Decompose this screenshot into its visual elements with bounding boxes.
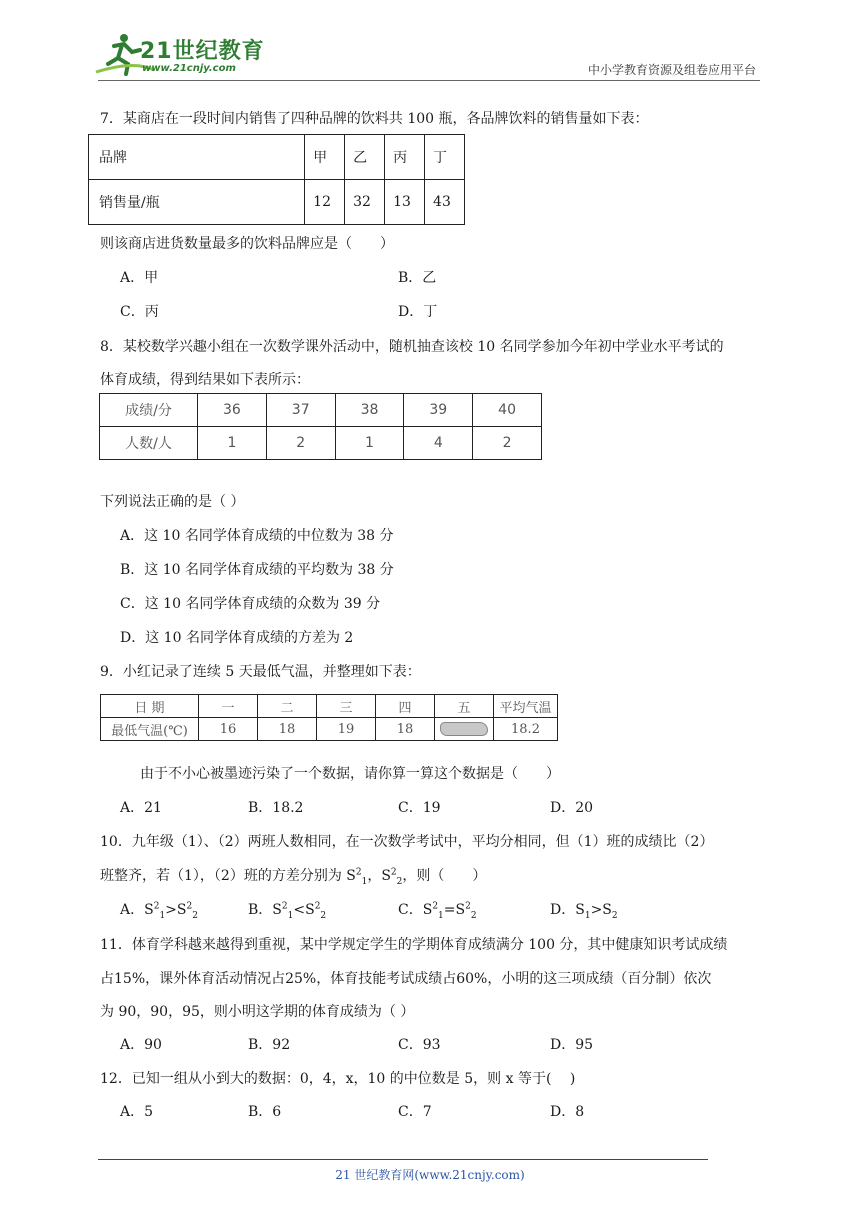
logo-url: www.21cnjy.com bbox=[142, 63, 236, 74]
table-cell: 16 bbox=[199, 718, 258, 741]
table-cell: 二 bbox=[258, 695, 317, 718]
table-cell: 18 bbox=[258, 718, 317, 741]
q10-stem-line2 bbox=[100, 865, 486, 887]
q12-option-a[interactable]: A．5 bbox=[120, 1104, 154, 1120]
table-cell: 人数/人 bbox=[100, 427, 198, 460]
table-row bbox=[89, 180, 465, 225]
table-cell: 五 bbox=[435, 695, 494, 718]
q7-option-d[interactable]: D．丁 bbox=[398, 304, 438, 320]
q8-option-d[interactable]: D．这 10 名同学体育成绩的方差为 2 bbox=[120, 630, 354, 646]
q10-stem-line1: 10．九年级（1）、（2）两班人数相同，在一次数学考试中，平均分相同，但（1）班的成绩比（2） bbox=[100, 834, 714, 850]
table-cell: 最低气温(℃) bbox=[101, 718, 199, 741]
table-cell: 40 bbox=[473, 394, 542, 427]
text-span: ，则（ ） bbox=[402, 868, 487, 884]
table-cell: 18 bbox=[376, 718, 435, 741]
table-cell: 2 bbox=[266, 427, 335, 460]
table-cell: 39 bbox=[404, 394, 473, 427]
subscript: 2 bbox=[470, 910, 477, 921]
subscript: 1 bbox=[361, 876, 368, 887]
q11-option-d[interactable]: D．95 bbox=[550, 1037, 594, 1053]
table-cell: 乙 bbox=[345, 135, 385, 180]
q9-question: 由于不小心被墨迹污染了一个数据，请你算一算这个数据是（ ） bbox=[140, 766, 560, 782]
subscript: 2 bbox=[611, 910, 618, 921]
q9-option-a[interactable]: A．21 bbox=[120, 800, 162, 816]
q7-option-c[interactable]: C．丙 bbox=[120, 304, 159, 320]
table-cell: 销售量/瓶 bbox=[89, 180, 305, 225]
text-span: >S bbox=[165, 902, 187, 918]
q10-option-c[interactable] bbox=[398, 899, 477, 921]
q9-table bbox=[100, 694, 558, 741]
table-cell: 四 bbox=[376, 695, 435, 718]
superscript: 2 bbox=[281, 901, 288, 912]
q8-stem-line1: 8．某校数学兴趣小组在一次数学课外活动中，随机抽查该校 10 名同学参加今年初中学业水平考试的 bbox=[100, 339, 724, 355]
text-span: <S bbox=[293, 902, 315, 918]
table-cell: 三 bbox=[317, 695, 376, 718]
q11-option-a[interactable]: A．90 bbox=[120, 1037, 162, 1053]
table-cell: 37 bbox=[266, 394, 335, 427]
q7-question: 则该商店进货数量最多的饮料品牌应是（ ） bbox=[100, 236, 394, 252]
platform-title: 中小学教育资源及组卷应用平台 bbox=[587, 63, 756, 77]
q11-stem-line3: 为 90，90，95，则小明这学期的体育成绩为（ ） bbox=[100, 1004, 415, 1020]
footer-divider bbox=[98, 1159, 708, 1160]
subscript: 2 bbox=[192, 910, 198, 921]
q9-stem: 9．小红记录了连续 5 天最低气温，并整理如下表： bbox=[100, 664, 421, 680]
table-cell: 丁 bbox=[425, 135, 465, 180]
q10-option-d[interactable] bbox=[550, 899, 618, 921]
table-row bbox=[100, 394, 542, 427]
q11-stem-line1: 11．体育学科越来越得到重视，某中学规定学生的学期体育成绩满分 100 分，其中健康知识考试成绩 bbox=[100, 937, 728, 953]
q8-option-a[interactable]: A．这 10 名同学体育成绩的中位数为 38 分 bbox=[120, 528, 394, 544]
table-cell: 一 bbox=[199, 695, 258, 718]
q12-stem: 12．已知一组从小到大的数据：0，4，x，10 的中位数是 5，则 x 等于( ) bbox=[100, 1071, 576, 1087]
table-row bbox=[101, 695, 558, 718]
table-cell: 日 期 bbox=[101, 695, 199, 718]
q8-option-c[interactable]: C．这 10 名同学体育成绩的众数为 39 分 bbox=[120, 596, 381, 612]
table-row bbox=[100, 427, 542, 460]
q7-option-a[interactable]: A．甲 bbox=[120, 270, 159, 286]
q12-option-b[interactable]: B．6 bbox=[248, 1104, 282, 1120]
table-cell: 36 bbox=[198, 394, 267, 427]
q9-option-b[interactable]: B．18.2 bbox=[248, 800, 304, 816]
header-divider bbox=[98, 80, 760, 81]
text-span: A．S bbox=[120, 902, 154, 918]
footer-link[interactable]: 21 世纪教育网(www.21cnjy.com) bbox=[335, 1168, 525, 1182]
table-cell: 1 bbox=[198, 427, 267, 460]
superscript: 2 bbox=[465, 901, 471, 912]
text-span: 班整齐，若（1），（2）班的方差分别为 S bbox=[100, 868, 356, 884]
table-cell: 4 bbox=[404, 427, 473, 460]
subscript: 1 bbox=[584, 910, 591, 921]
q11-option-c[interactable]: C．93 bbox=[398, 1037, 441, 1053]
subscript: 1 bbox=[438, 910, 444, 921]
q11-option-b[interactable]: B．92 bbox=[248, 1037, 291, 1053]
q8-table bbox=[99, 393, 542, 460]
table-cell: 19 bbox=[317, 718, 376, 741]
logo-text: 21世纪教育 bbox=[140, 39, 265, 64]
ink-stain bbox=[440, 722, 488, 736]
table-cell: 12 bbox=[305, 180, 345, 225]
table-cell: 1 bbox=[335, 427, 404, 460]
q12-option-c[interactable]: C．7 bbox=[398, 1104, 432, 1120]
subscript: 2 bbox=[396, 876, 403, 887]
table-row bbox=[89, 135, 465, 180]
superscript: 2 bbox=[153, 901, 160, 912]
text-span: =S bbox=[443, 902, 466, 918]
superscript: 2 bbox=[432, 901, 439, 912]
superscript: 2 bbox=[186, 901, 193, 912]
table-cell: 32 bbox=[345, 180, 385, 225]
q10-option-a[interactable] bbox=[120, 899, 198, 921]
table-cell: 2 bbox=[473, 427, 542, 460]
table-cell: 43 bbox=[425, 180, 465, 225]
superscript: 2 bbox=[314, 901, 321, 912]
text-span: D．S bbox=[550, 902, 585, 918]
q8-stem-line2: 体育成绩，得到结果如下表所示： bbox=[100, 372, 310, 388]
subscript: 1 bbox=[159, 910, 166, 921]
table-cell: 成绩/分 bbox=[100, 394, 198, 427]
q9-option-d[interactable]: D．20 bbox=[550, 800, 594, 816]
table-cell: 13 bbox=[385, 180, 425, 225]
q9-option-c[interactable]: C．19 bbox=[398, 800, 441, 816]
subscript: 1 bbox=[287, 910, 294, 921]
superscript: 2 bbox=[355, 867, 362, 878]
table-cell: 品牌 bbox=[89, 135, 305, 180]
q10-option-b[interactable] bbox=[248, 899, 326, 921]
q11-stem-line2: 占15%，课外体育活动情况占25%，体育技能考试成绩占60%，小明的这三项成绩（百分制）依次 bbox=[100, 971, 712, 987]
q12-option-d[interactable]: D．8 bbox=[550, 1104, 585, 1120]
text-span: ，S bbox=[367, 868, 391, 884]
q7-stem: 7．某商店在一段时间内销售了四种品牌的饮料共 100 瓶，各品牌饮料的销售量如下表： bbox=[100, 111, 649, 127]
table-cell: 平均气温 bbox=[494, 695, 558, 718]
table-cell: 38 bbox=[335, 394, 404, 427]
table-row bbox=[101, 718, 558, 741]
q8-question: 下列说法正确的是（ ） bbox=[100, 494, 245, 510]
text-span: >S bbox=[590, 902, 612, 918]
q7-table bbox=[88, 134, 465, 225]
ink-stain-cell bbox=[435, 718, 494, 741]
q8-option-b[interactable]: B．这 10 名同学体育成绩的平均数为 38 分 bbox=[120, 562, 394, 578]
text-span: C．S bbox=[398, 902, 433, 918]
superscript: 2 bbox=[390, 867, 397, 878]
table-cell: 甲 bbox=[305, 135, 345, 180]
q7-option-b[interactable]: B．乙 bbox=[398, 270, 437, 286]
subscript: 2 bbox=[320, 910, 327, 921]
table-cell: 丙 bbox=[385, 135, 425, 180]
text-span: B．S bbox=[248, 902, 282, 918]
table-cell: 18.2 bbox=[494, 718, 558, 741]
